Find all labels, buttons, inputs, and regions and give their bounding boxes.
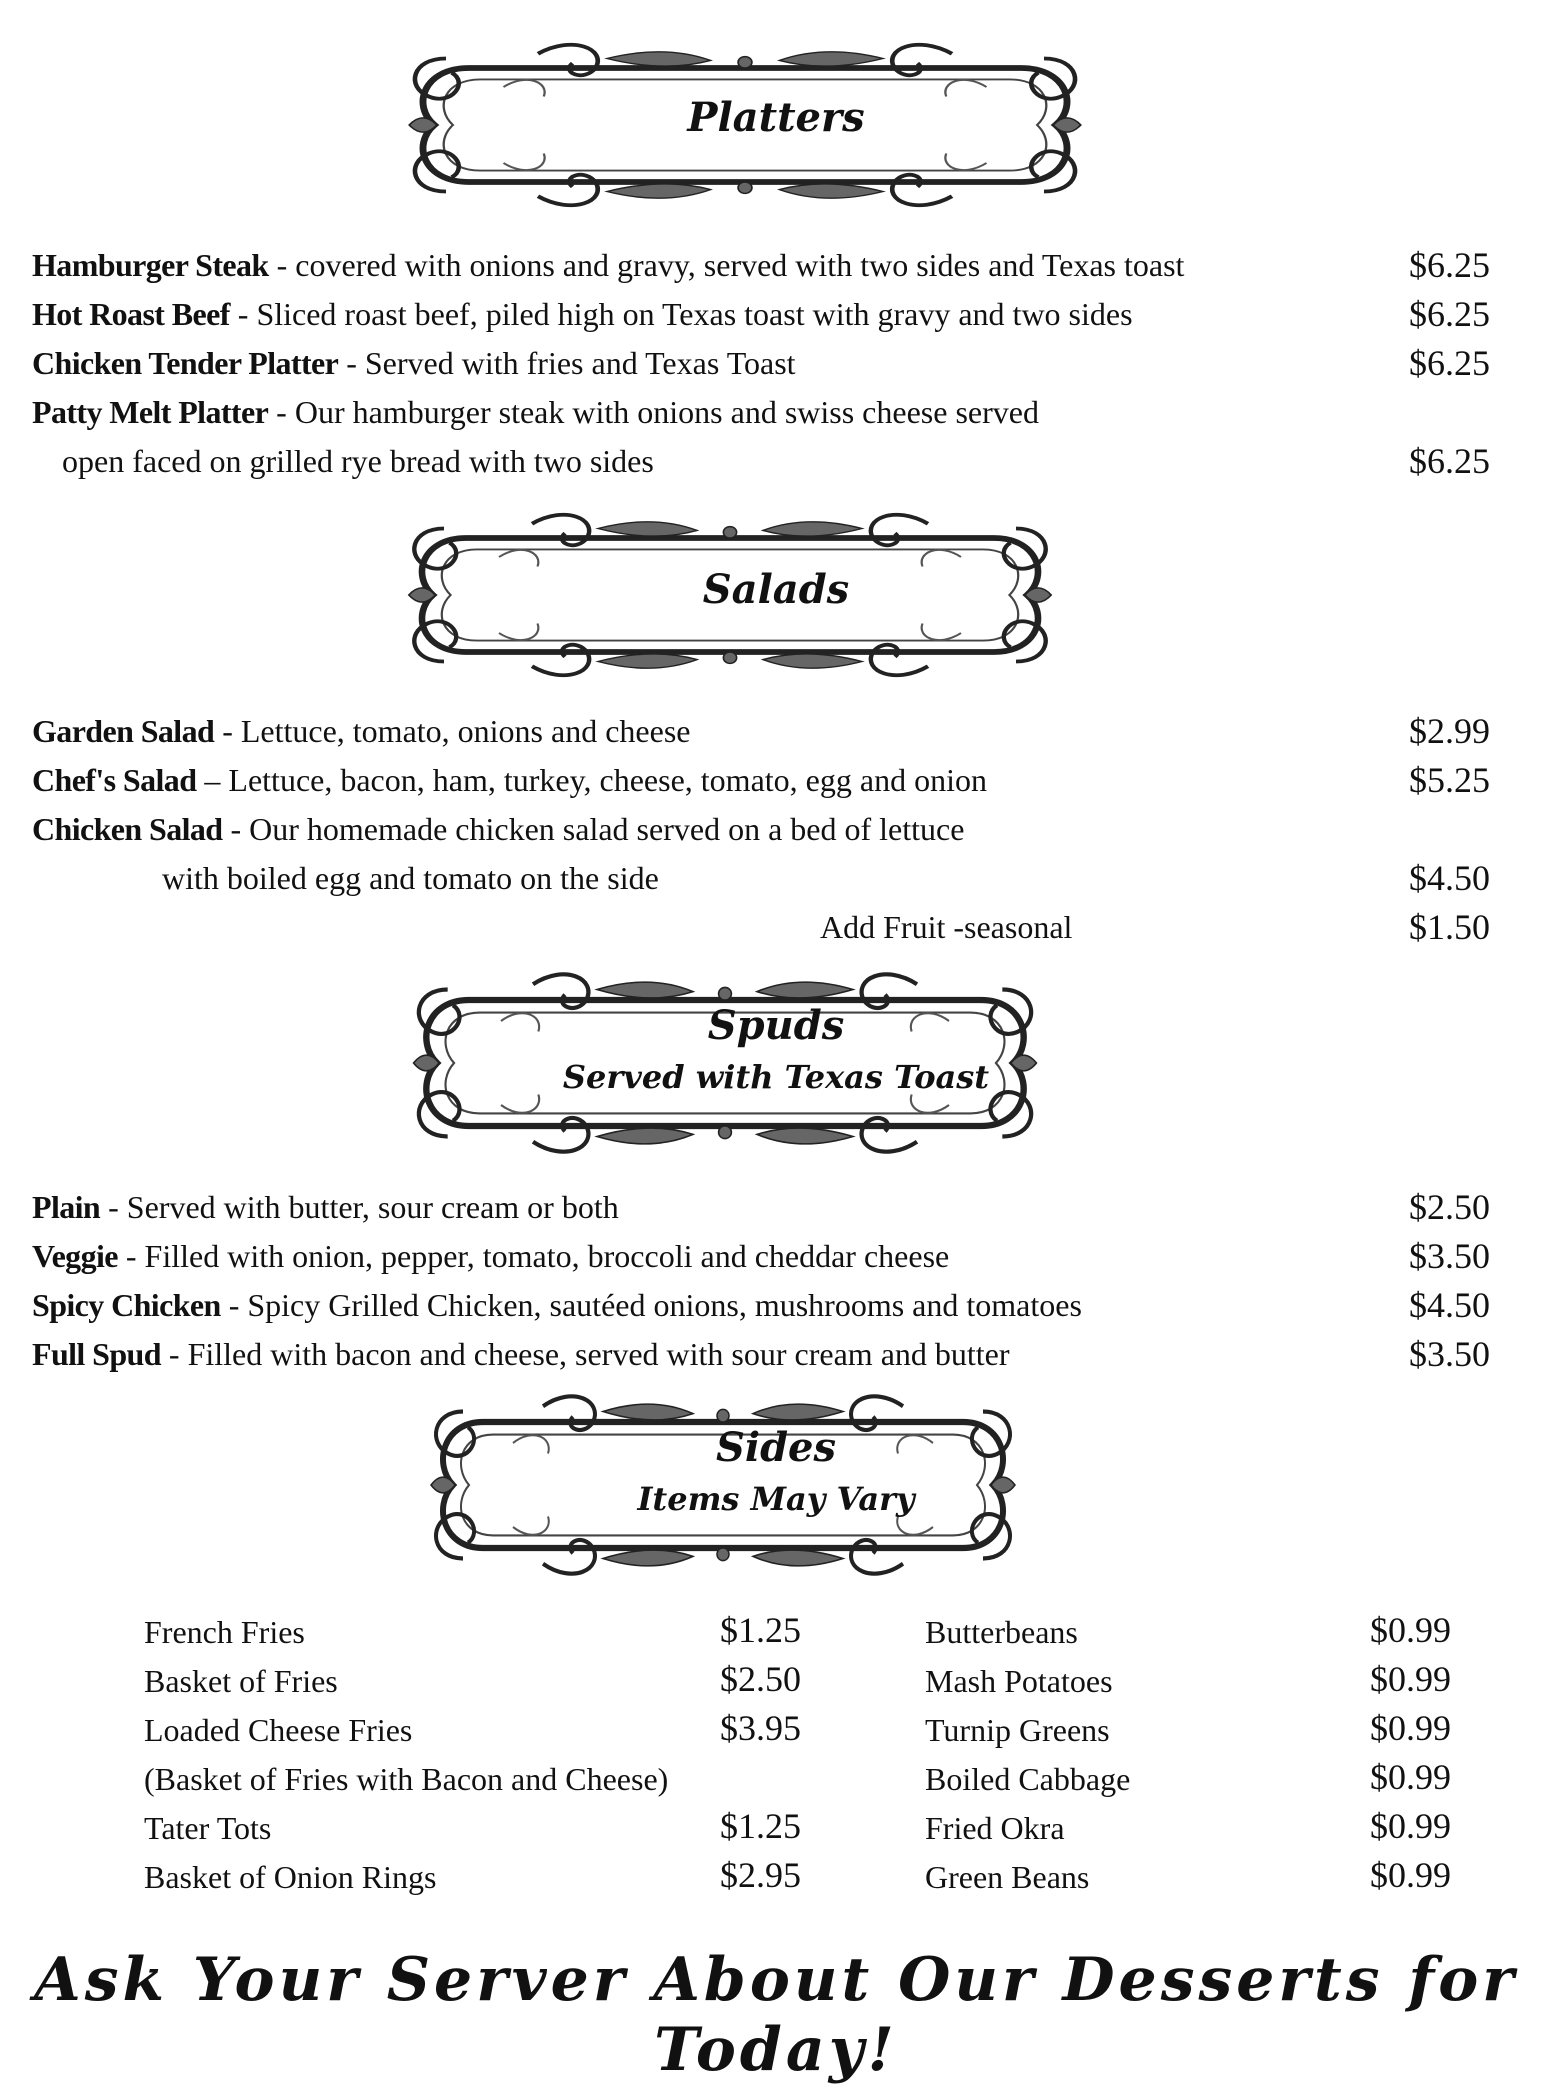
side-name: Mash Potatoes [925,1663,1113,1699]
menu-item-row [0,706,1552,756]
item-name: Hot Roast Beef [32,296,230,332]
side-name: Basket of Onion Rings [144,1859,437,1895]
side-price: $0.99 [1370,1659,1451,1699]
item-price: $5.25 [1409,760,1490,800]
side-name: Green Beans [925,1859,1090,1895]
item-name: Chicken Tender Platter [32,345,339,381]
item-name: Plain [32,1189,101,1225]
side-name: Butterbeans [925,1614,1078,1650]
list-item [144,1706,824,1755]
item-price: $6.25 [1409,245,1490,285]
addon-label: Add Fruit -seasonal [820,909,1073,945]
item-name: Chef's Salad [32,762,197,798]
addon-row [0,902,1552,952]
menu-item-row [0,387,1552,437]
salads-header [0,500,1552,690]
side-price: $1.25 [720,1806,801,1846]
spuds-header [0,958,1552,1168]
list-item [925,1804,1505,1853]
item-price: $3.50 [1409,1236,1490,1276]
menu-item-continuation [0,436,1552,486]
menu-item-row [0,804,1552,854]
item-price: $3.50 [1409,1334,1490,1374]
item-description: - Filled with bacon and cheese, served with sour cream and butter [160,1336,1010,1372]
side-price: $0.99 [1370,1610,1451,1650]
side-name: Loaded Cheese Fries [144,1712,413,1748]
list-item [144,1755,824,1804]
section-title-salads: Salads [702,566,850,613]
item-description: - Filled with onion, pepper, tomato, broccoli and cheddar cheese [117,1238,950,1274]
platters-header [0,30,1552,220]
item-description-cont: open faced on grilled rye bread with two sides [62,443,654,479]
item-description-cont: with boiled egg and tomato on the side [162,860,659,896]
item-price: $4.50 [1409,858,1490,898]
list-item [144,1804,824,1853]
item-name: Spicy Chicken [32,1287,221,1323]
footer-dessert-note: Ask Your Server About Our Desserts for Today! [34,1945,1518,2085]
list-item [144,1657,824,1706]
menu-item-row [0,240,1552,290]
item-price: $2.50 [1409,1187,1490,1227]
section-subtitle-sides: Items May Vary [637,1480,915,1518]
list-item [144,1608,824,1657]
item-description: - Sliced roast beef, piled high on Texas toast with gravy and two sides [229,296,1133,332]
side-name: French Fries [144,1614,305,1650]
side-name: Fried Okra [925,1810,1065,1846]
item-description: - Our homemade chicken salad served on a bed of lettuce [222,811,965,847]
item-price: $4.50 [1409,1285,1490,1325]
list-item [144,1853,824,1902]
list-item [925,1657,1505,1706]
sides-left-list [144,1608,824,1902]
side-name: Tater Tots [144,1810,272,1846]
section-title-platters: Platters [687,94,865,141]
menu-item-row [0,338,1552,388]
menu-item-row [0,1231,1552,1281]
side-price: $2.50 [720,1659,801,1699]
item-description: - Served with butter, sour cream or both [100,1189,619,1225]
menu-item-row [0,1329,1552,1379]
menu-item-row [0,1280,1552,1330]
item-price: $6.25 [1409,343,1490,383]
sides-header [0,1380,1552,1590]
side-name: Boiled Cabbage [925,1761,1131,1797]
menu-item-row [0,1182,1552,1232]
item-price: $2.99 [1409,711,1490,751]
side-name: Basket of Fries [144,1663,338,1699]
item-description: - Our hamburger steak with onions and swiss cheese served [268,394,1039,430]
list-item [925,1608,1505,1657]
item-name: Hamburger Steak [32,247,269,283]
list-item [925,1706,1505,1755]
side-price: $1.25 [720,1610,801,1650]
side-price: $3.95 [720,1708,801,1748]
side-price: $0.99 [1370,1806,1451,1846]
item-name: Veggie [32,1238,118,1274]
section-title-spuds: Spuds [707,1002,845,1049]
item-description: - Lettuce, tomato, onions and cheese [214,713,691,749]
section-title-sides: Sides [715,1424,837,1471]
list-item [925,1853,1505,1902]
item-description: - Served with fries and Texas Toast [338,345,796,381]
item-price: $6.25 [1409,441,1490,481]
side-price: $0.99 [1370,1708,1451,1748]
item-price: $6.25 [1409,294,1490,334]
list-item [925,1755,1505,1804]
menu-item-continuation [0,853,1552,903]
item-name: Garden Salad [32,713,215,749]
item-name: Patty Melt Platter [32,394,269,430]
item-name: Chicken Salad [32,811,223,847]
menu-item-row [0,289,1552,339]
item-description: – Lettuce, bacon, ham, turkey, cheese, tomato, egg and onion [196,762,987,798]
side-name: (Basket of Fries with Bacon and Cheese) [144,1761,669,1797]
side-name: Turnip Greens [925,1712,1110,1748]
item-description: - Spicy Grilled Chicken, sautéed onions, mushrooms and tomatoes [220,1287,1082,1323]
side-price: $0.99 [1370,1757,1451,1797]
section-subtitle-spuds: Served with Texas Toast [562,1058,990,1096]
sides-right-list [925,1608,1505,1902]
item-name: Full Spud [32,1336,161,1372]
addon-price: $1.50 [1409,907,1490,947]
side-price: $0.99 [1370,1855,1451,1895]
side-price: $2.95 [720,1855,801,1895]
item-description: - covered with onions and gravy, served with two sides and Texas toast [268,247,1185,283]
menu-item-row [0,755,1552,805]
